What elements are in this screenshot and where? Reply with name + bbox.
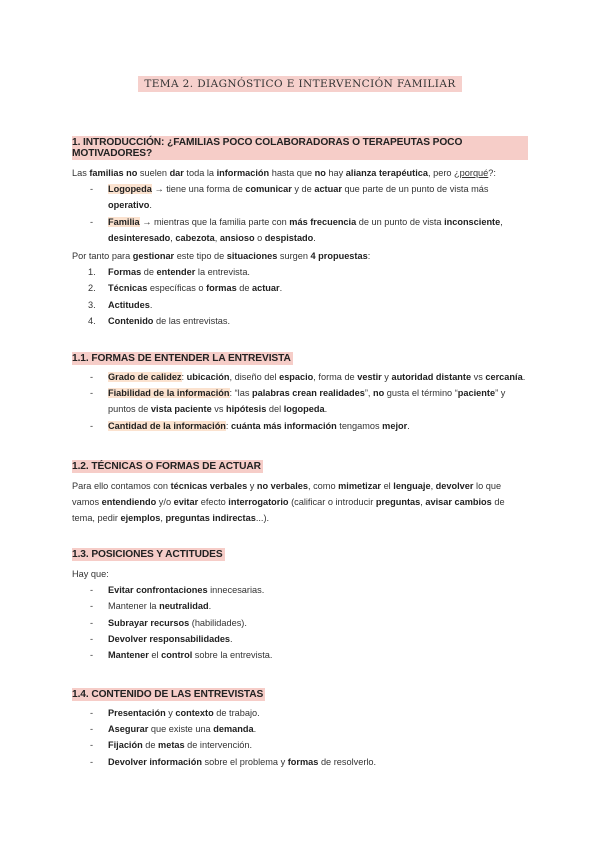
text-run: control <box>161 650 193 661</box>
section-heading: 1.1. FORMAS DE ENTENDER LA ENTREVISTA <box>72 353 291 364</box>
text-run: Mantener la <box>108 601 160 612</box>
text-run: ansioso <box>219 232 255 243</box>
list-item <box>72 181 528 213</box>
text-run: formas <box>287 756 319 767</box>
text-run: y <box>381 372 392 382</box>
text-run: , como <box>307 481 339 491</box>
text-run: , diseño del <box>229 372 280 382</box>
text-run: , forma de <box>313 372 358 382</box>
dash-marker: - <box>90 420 94 431</box>
text-run: Devolver información <box>108 756 202 767</box>
text-run: alianza terapéutica <box>345 168 428 178</box>
section-heading: 1.2. TÉCNICAS O FORMAS DE ACTUAR <box>72 461 261 472</box>
actitudes-list <box>72 582 528 663</box>
text-run: hipótesis <box>226 404 267 415</box>
text-run: el <box>381 481 394 491</box>
text-run: más frecuencia <box>289 216 357 227</box>
list-item <box>72 214 528 246</box>
text-run: , pero ¿ <box>428 168 460 178</box>
text-run: , <box>420 497 426 508</box>
text-run: de tema, pedir <box>72 497 505 524</box>
dash-marker: - <box>90 617 94 628</box>
text-run: Familia <box>108 216 140 227</box>
text-run: Asegurar <box>108 724 149 735</box>
text-run: Fiabilidad de la información <box>108 388 230 399</box>
text-run: contexto <box>175 708 214 718</box>
text-run: que existe una <box>148 724 214 735</box>
text-run: innecesarias. <box>207 585 265 596</box>
text-run: este tipo de <box>174 251 227 262</box>
roles-list <box>72 181 528 246</box>
text-run: gusta el término “ <box>384 388 458 399</box>
text-run: devolver <box>435 481 474 491</box>
section-posiciones <box>72 544 528 663</box>
text-run: espacio <box>279 372 314 382</box>
list-item <box>72 369 528 385</box>
intro-paragraph <box>72 165 528 181</box>
text-run: vs <box>471 372 486 382</box>
text-run: y/o <box>156 497 174 508</box>
section-tecnicas <box>72 456 528 527</box>
text-run: neutralidad <box>159 601 209 612</box>
text-run: Las <box>72 168 90 178</box>
dash-marker: - <box>90 184 94 195</box>
text-run: : <box>367 251 371 262</box>
text-run: entendiendo <box>101 497 157 508</box>
text-run: . <box>522 372 526 382</box>
text-run: logopeda <box>283 404 325 415</box>
text-run: . <box>253 724 257 735</box>
text-run: familias no <box>89 168 138 178</box>
text-run: la entrevista. <box>195 267 250 278</box>
text-run: interrogatorio <box>228 497 289 508</box>
text-run: desinteresado <box>108 232 171 243</box>
text-run: Grado de calidez <box>108 372 182 382</box>
text-run: metas <box>158 740 185 751</box>
text-run: dar <box>169 168 184 178</box>
text-run: Para ello contamos con <box>72 481 171 491</box>
text-run: vs <box>211 404 226 415</box>
text-run: , <box>160 513 166 524</box>
text-run: operativo <box>108 200 150 211</box>
text-run: toda la <box>183 168 217 178</box>
text-run: gestionar <box>132 251 175 262</box>
text-run: situaciones <box>226 251 278 262</box>
list-item <box>72 264 528 280</box>
text-run: y <box>247 481 257 491</box>
text-run: Logopeda <box>108 184 152 195</box>
list-item <box>72 737 528 753</box>
list-item <box>72 647 528 663</box>
number-marker: 3. <box>88 299 96 310</box>
list-item <box>72 615 528 631</box>
section-heading: 1. INTRODUCCIÓN: ¿FAMILIAS POCO COLABORADORAS O TERAPEUTAS POCO MOTIVADORES? <box>72 136 528 160</box>
text-run: Fijación <box>108 740 143 751</box>
text-run: y <box>165 708 176 718</box>
text-run: entender <box>156 267 196 278</box>
text-run: preguntas <box>375 497 421 508</box>
text-run: técnicas verbales <box>170 481 248 491</box>
text-run: cercanía <box>485 372 523 382</box>
dash-marker: - <box>90 650 94 661</box>
text-run: → mientras que la familia parte con <box>139 216 290 227</box>
list-item <box>72 280 528 296</box>
text-run: suelen <box>137 168 170 178</box>
text-run: evitar <box>173 497 199 508</box>
text-run: el <box>148 650 162 661</box>
list-item <box>72 582 528 598</box>
list-item <box>72 705 528 721</box>
text-run: hasta que <box>269 168 315 178</box>
text-run: Por tanto para <box>72 251 133 262</box>
dash-marker: - <box>90 601 94 612</box>
text-run: comunicar <box>245 184 292 195</box>
text-run: despistado <box>264 232 314 243</box>
text-run: : <box>225 420 232 431</box>
dash-marker: - <box>90 585 94 596</box>
number-marker: 4. <box>88 315 96 326</box>
text-run: , <box>170 232 176 243</box>
text-run: cuánta más información <box>231 420 337 431</box>
text-run: porqué <box>459 168 489 178</box>
text-run: del <box>266 404 284 415</box>
section-heading: 1.3. POSICIONES Y ACTITUDES <box>72 549 223 560</box>
text-run: , <box>214 232 220 243</box>
text-run: sobre el problema y <box>201 756 288 767</box>
text-run: palabras crean realidades <box>251 388 365 399</box>
contenido-list <box>72 705 528 770</box>
list-item <box>72 754 528 770</box>
text-run: cabezota <box>175 232 215 243</box>
text-run: ?: <box>488 168 496 178</box>
text-run: Subrayar recursos <box>108 617 190 628</box>
number-marker: 1. <box>88 267 96 278</box>
text-run: formas <box>206 283 237 294</box>
text-run: inconsciente <box>444 216 501 227</box>
section-formas-entender <box>72 348 528 434</box>
section-heading: 1.4. CONTENIDO DE LAS ENTREVISTAS <box>72 689 264 700</box>
text-run: no <box>314 168 326 178</box>
text-run: y de <box>291 184 315 195</box>
text-run: : “las <box>229 388 252 399</box>
proposals-paragraph <box>72 248 528 264</box>
list-item <box>72 418 528 434</box>
list-item <box>72 598 528 614</box>
text-run: lo que vamos <box>72 481 502 508</box>
text-run: actuar <box>252 283 280 294</box>
text-run: 4 propuestas <box>310 251 368 262</box>
section-introduccion <box>72 136 528 329</box>
text-run: información <box>216 168 270 178</box>
text-run: autoridad distante <box>391 372 472 382</box>
dash-marker: - <box>90 708 94 718</box>
text-run: lenguaje <box>393 481 431 491</box>
text-run: . <box>230 633 233 644</box>
section-contenido <box>72 684 528 770</box>
text-run: , <box>430 481 436 491</box>
text-run: surgen <box>277 251 311 262</box>
number-marker: 2. <box>88 283 96 294</box>
dash-marker: - <box>90 372 94 382</box>
text-run: Evitar confrontaciones <box>108 585 208 596</box>
text-run: . <box>208 601 212 612</box>
text-run: . <box>324 404 328 415</box>
dash-marker: - <box>90 740 94 751</box>
text-run: . <box>407 420 410 431</box>
text-run: → tiene una forma de <box>151 184 246 195</box>
tecnicas-paragraph <box>72 478 528 527</box>
text-run: Contenido <box>108 315 154 326</box>
text-run: mejor <box>382 420 408 431</box>
text-run: Mantener <box>108 650 149 661</box>
text-run: Presentación <box>108 708 166 718</box>
text-run: Devolver responsabilidades <box>108 633 231 644</box>
text-run: de resolverlo. <box>318 756 377 767</box>
text-run: de <box>141 267 157 278</box>
text-run: de trabajo. <box>213 708 260 718</box>
dash-marker: - <box>90 216 94 227</box>
text-run: sobre la entrevista. <box>192 650 273 661</box>
text-run: de <box>236 283 253 294</box>
list-item <box>72 385 528 417</box>
list-item <box>72 721 528 737</box>
text-run: vista paciente <box>150 404 212 415</box>
text-run: específicas o <box>147 283 207 294</box>
text-run: . <box>279 283 283 294</box>
dash-marker: - <box>90 756 94 767</box>
text-run: de un punto de vista <box>356 216 445 227</box>
text-run: actuar <box>314 184 342 195</box>
text-run: paciente <box>457 388 496 399</box>
text-run: de las entrevistas. <box>153 315 231 326</box>
text-run: avisar cambios <box>425 497 492 508</box>
text-run: , <box>500 216 503 227</box>
text-run: que parte de un punto de vista más <box>341 184 489 195</box>
text-run: (habilidades). <box>189 617 247 628</box>
text-run: . <box>149 299 153 310</box>
text-run: . <box>149 200 152 211</box>
text-run: o <box>254 232 265 243</box>
text-run: Técnicas <box>108 283 148 294</box>
page-title: TEMA 2. DIAGNÓSTICO E INTERVENCIÓN FAMILIAR <box>138 76 461 92</box>
text-run: ...). <box>255 513 270 524</box>
text-run: no verbales <box>256 481 308 491</box>
text-run: vestir <box>357 372 382 382</box>
text-run: ”, <box>364 388 374 399</box>
text-run: Cantidad de la información <box>108 420 226 431</box>
text-run: . <box>313 232 316 243</box>
text-run: ejemplos <box>120 513 161 524</box>
text-run: mimetizar <box>338 481 382 491</box>
text-run: ” y puntos de <box>108 388 506 415</box>
dash-marker: - <box>90 724 94 735</box>
text-run: (calificar o introducir <box>288 497 376 508</box>
text-run: : <box>181 372 187 382</box>
text-run: no <box>373 388 385 399</box>
text-run: Actitudes <box>108 299 150 310</box>
title-wrap <box>0 74 600 92</box>
list-item <box>72 297 528 313</box>
text-run: demanda <box>213 724 254 735</box>
list-item <box>72 631 528 647</box>
text-run: ubicación <box>186 372 230 382</box>
text-run: Formas <box>108 267 142 278</box>
text-run: de intervención. <box>184 740 253 751</box>
proposals-list <box>72 264 528 329</box>
text-run: efecto <box>198 497 229 508</box>
dash-marker: - <box>90 633 94 644</box>
text-run: preguntas indirectas <box>165 513 256 524</box>
text-run: de <box>142 740 159 751</box>
formas-list <box>72 369 528 434</box>
text-run: hay <box>325 168 346 178</box>
dash-marker: - <box>90 388 94 399</box>
text-run: tengamos <box>336 420 383 431</box>
posiciones-intro: Hay que: <box>72 569 109 579</box>
list-item <box>72 313 528 329</box>
